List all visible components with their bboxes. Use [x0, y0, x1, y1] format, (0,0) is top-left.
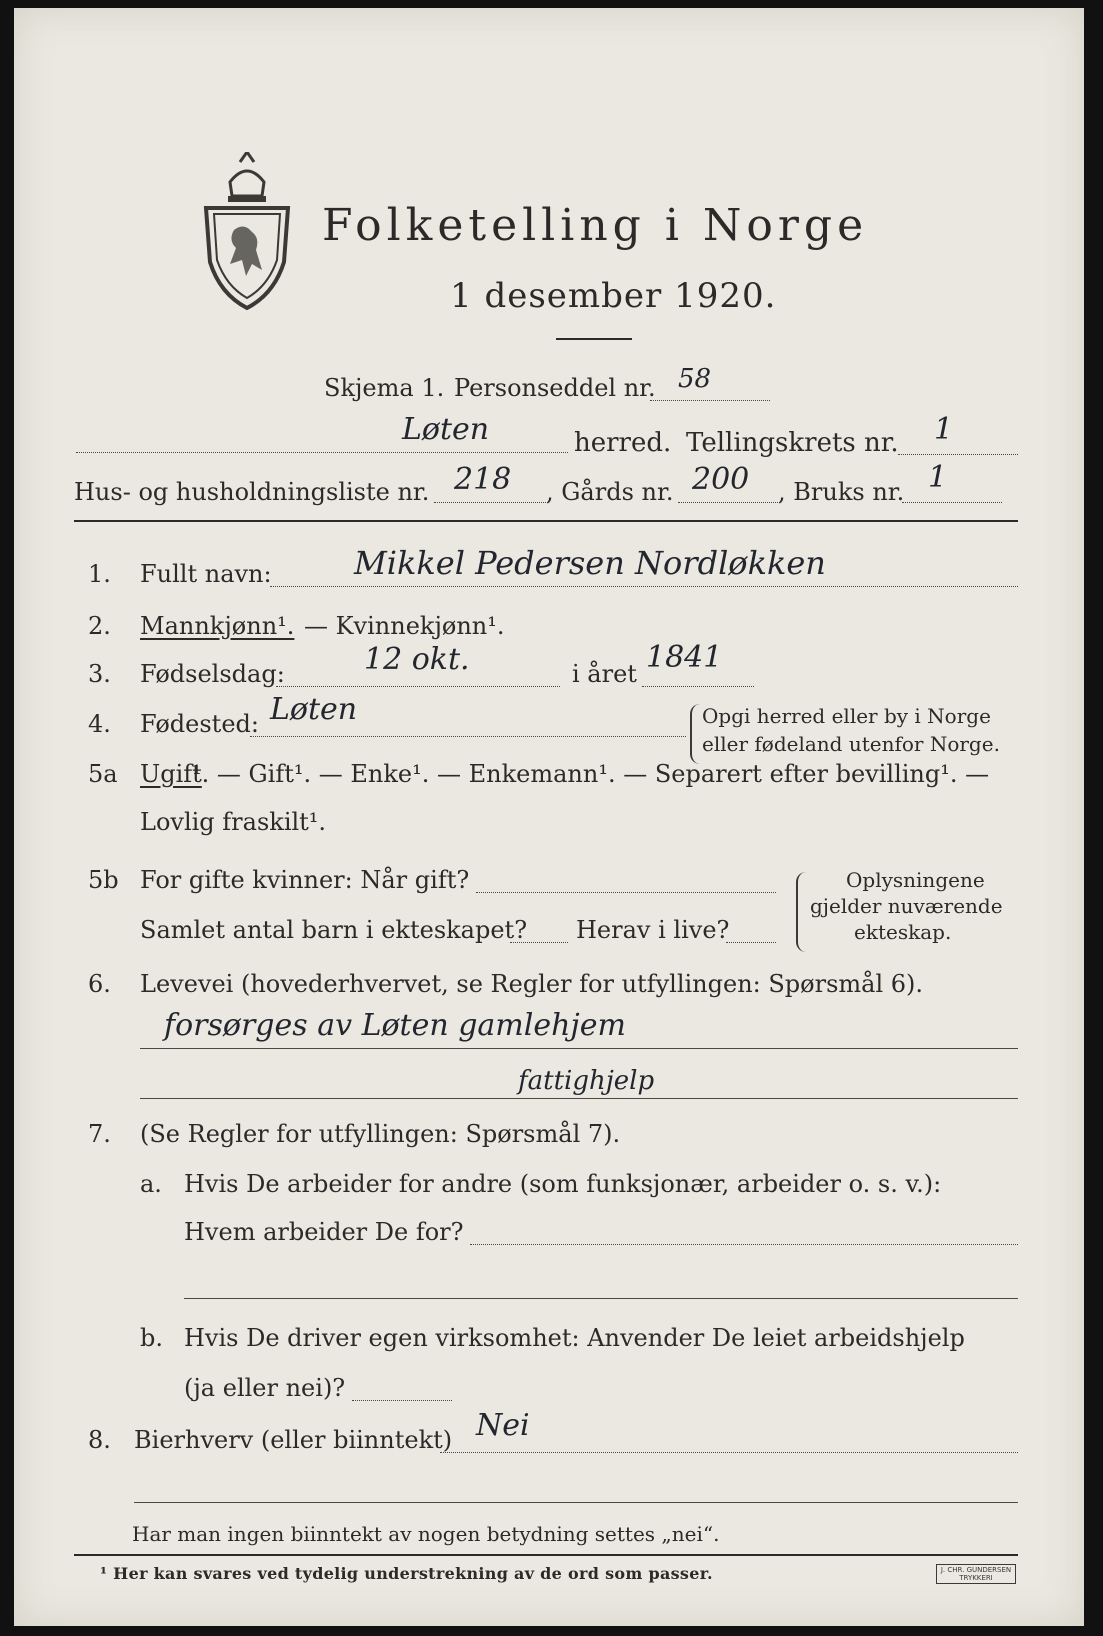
title-divider — [556, 338, 632, 340]
tellingskrets-value: 1 — [934, 412, 954, 447]
q6-answer-line1 — [140, 1048, 1018, 1049]
herred-line — [76, 452, 568, 453]
q7b-letter: b. — [140, 1324, 163, 1352]
q7a-letter: a. — [140, 1170, 162, 1198]
q7b-label-line1: Hvis De driver egen virksomhet: Anvender De leiet arbeidshjelp — [184, 1324, 965, 1352]
census-form-page — [14, 8, 1084, 1626]
q8-value: Nei — [476, 1408, 530, 1443]
husliste-value: 218 — [454, 462, 512, 497]
q8-answer-line2 — [134, 1502, 1018, 1503]
q1-number: 1. — [88, 560, 111, 588]
form-title: Folketelling i Norge — [322, 200, 869, 251]
q5b-alive-line — [726, 942, 776, 943]
q5b-married-line — [476, 892, 776, 893]
tellingskrets-label: Tellingskrets nr. — [686, 428, 899, 458]
q7a-label-line2: Hvem arbeider De for? — [184, 1218, 464, 1246]
q3-year-label: i året — [572, 660, 637, 688]
q3-line — [276, 686, 560, 687]
q8-answer-line1 — [440, 1452, 1018, 1453]
q7a-answer-line1 — [470, 1244, 1018, 1245]
printer-stamp — [936, 1564, 1016, 1584]
footnote: ¹ Her kan svares ved tydelig understrekning av de ord som passer. — [100, 1564, 713, 1583]
q6-answer-line2 — [140, 1098, 1018, 1099]
stamp-line2: TRYKKERI — [959, 1574, 993, 1582]
q4-value: Løten — [270, 692, 358, 727]
header-rule — [74, 520, 1018, 522]
tellingskrets-line — [898, 454, 1018, 455]
q6-label: Levevei (hovederhvervet, se Regler for utfyllingen: Spørsmål 6). — [140, 970, 924, 998]
q6-number: 6. — [88, 970, 111, 998]
q5b-number: 5b — [88, 866, 119, 894]
q5b-brace — [796, 872, 806, 952]
q2-number: 2. — [88, 612, 111, 640]
q5a-other-options: ¹. — Gift¹. — Enke¹. — Enkemann¹. — Separert efter bevilling¹. — — [192, 760, 990, 788]
bruks-value: 1 — [928, 460, 948, 495]
census-date: 1 desember 1920. — [450, 276, 777, 316]
q1-label: Fullt navn: — [140, 560, 272, 588]
skjema-label: Skjema 1. — [324, 374, 445, 402]
gards-value: 200 — [692, 462, 750, 497]
q8-note: Har man ingen biinntekt av nogen betydning settes „nei“. — [132, 1522, 720, 1546]
stamp-line1: J. CHR. GUNDERSEN — [940, 1566, 1012, 1574]
herred-value: Løten — [402, 412, 490, 447]
q2-female-option: — Kvinnekjønn¹. — [304, 612, 505, 640]
q5b-label-married: For gifte kvinner: Når gift? — [140, 866, 470, 894]
q5b-note-line3: ekteskap. — [854, 920, 952, 944]
q5b-label-alive: Herav i live? — [576, 916, 730, 944]
herred-label: herred. — [574, 428, 672, 458]
q4-line — [250, 736, 686, 737]
q4-label: Fødested: — [140, 710, 259, 738]
q5b-note-line1: Oplysningene — [846, 868, 985, 892]
q3-year-value: 1841 — [646, 640, 723, 675]
q7a-answer-line2 — [184, 1298, 1018, 1299]
coat-of-arms-icon — [200, 152, 294, 312]
q8-label: Bierhverv (eller biinntekt) — [134, 1426, 453, 1454]
gards-label: , Gårds nr. — [546, 478, 674, 506]
bruks-line — [902, 502, 1002, 503]
q1-value: Mikkel Pedersen Nordløkken — [354, 544, 826, 582]
q5a-number: 5a — [88, 760, 118, 788]
husliste-line — [434, 502, 546, 503]
q7b-answer-line — [352, 1400, 452, 1401]
personseddel-line — [650, 400, 770, 401]
q6-value-line2: fattighjelp — [518, 1066, 655, 1096]
q5b-label-children: Samlet antal barn i ekteskapet? — [140, 916, 528, 944]
q3-label: Fødselsdag: — [140, 660, 285, 688]
q1-line — [270, 586, 1018, 587]
q4-number: 4. — [88, 710, 111, 738]
q5a-ugift-option: Ugift — [140, 760, 202, 788]
q4-note-line2: eller fødeland utenfor Norge. — [702, 732, 1000, 756]
gards-line — [678, 502, 778, 503]
q7b-label-line2: (ja eller nei)? — [184, 1374, 346, 1402]
q5b-note-line2: gjelder nuværende — [810, 894, 1003, 918]
husliste-label: Hus- og husholdningsliste nr. — [74, 478, 430, 506]
q4-brace — [690, 704, 700, 764]
q2-male-option: Mannkjønn¹. — [140, 612, 295, 640]
q6-value-line1: forsørges av Løten gamlehjem — [164, 1008, 626, 1043]
personseddel-value: 58 — [678, 364, 712, 394]
q3-number: 3. — [88, 660, 111, 688]
q5b-children-line — [510, 942, 568, 943]
q5a-line2: Lovlig fraskilt¹. — [140, 808, 327, 836]
footer-rule — [74, 1554, 1018, 1556]
q7a-label-line1: Hvis De arbeider for andre (som funksjonær, arbeider o. s. v.): — [184, 1170, 942, 1198]
q7-label: (Se Regler for utfyllingen: Spørsmål 7). — [140, 1120, 621, 1148]
q8-number: 8. — [88, 1426, 111, 1454]
personseddel-label: Personseddel nr. — [454, 374, 656, 402]
bruks-label: , Bruks nr. — [778, 478, 905, 506]
q7-number: 7. — [88, 1120, 111, 1148]
q4-note-line1: Opgi herred eller by i Norge — [702, 704, 991, 728]
q3-year-line — [642, 686, 754, 687]
q3-value: 12 okt. — [364, 642, 470, 677]
